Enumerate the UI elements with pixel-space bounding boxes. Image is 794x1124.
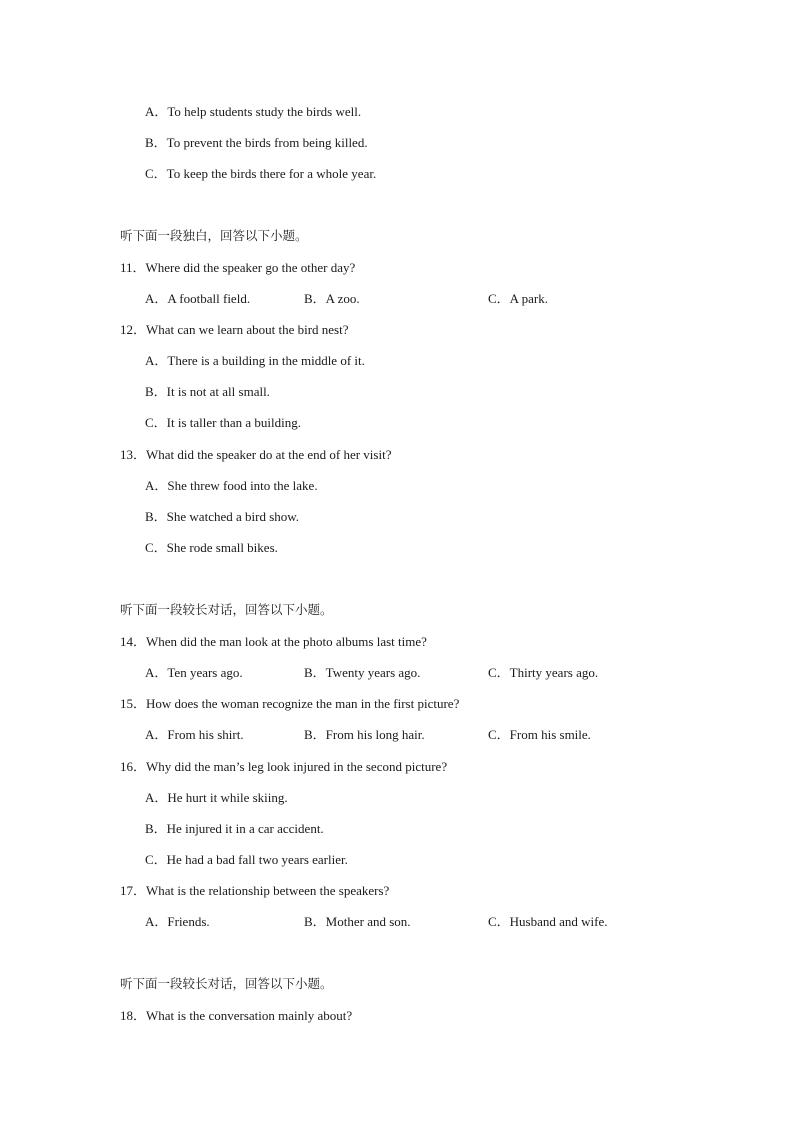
q14-option-a: A．Ten years ago. <box>145 665 243 680</box>
q13-option-c: C．She rode small bikes. <box>145 540 278 555</box>
section-header-monologue: 听下面一段独白，回答以下小题。 <box>120 228 308 243</box>
section-header-dialogue-2: 听下面一段较长对话，回答以下小题。 <box>120 976 333 991</box>
q17-option-b: B．Mother and son. <box>304 914 411 929</box>
question-17: 17．What is the relationship between the speakers? <box>120 883 390 898</box>
question-18: 18．What is the conversation mainly about? <box>120 1008 353 1023</box>
question-12: 12．What can we learn about the bird nest? <box>120 322 349 337</box>
q11-option-a: A．A football field. <box>145 291 251 306</box>
q15-option-b: B．From his long hair. <box>304 727 425 742</box>
q15-option-a: A．From his shirt. <box>145 727 244 742</box>
question-14: 14．When did the man look at the photo albums last time? <box>120 634 427 649</box>
q15-option-c: C．From his smile. <box>488 727 591 742</box>
q11-option-c: C．A park. <box>488 291 548 306</box>
q16-option-b: B．He injured it in a car accident. <box>145 821 324 836</box>
question-13: 13．What did the speaker do at the end of her visit? <box>120 447 392 462</box>
q12-option-a: A．There is a building in the middle of it. <box>145 353 365 368</box>
q14-option-c: C．Thirty years ago. <box>488 665 599 680</box>
q17-option-a: A．Friends. <box>145 914 210 929</box>
q14-option-b: B．Twenty years ago. <box>304 665 421 680</box>
q16-option-a: A．He hurt it while skiing. <box>145 790 288 805</box>
question-16: 16．Why did the man’s leg look injured in the second picture? <box>120 759 448 774</box>
q13-option-a: A．She threw food into the lake. <box>145 478 318 493</box>
question-15: 15．How does the woman recognize the man in the first picture? <box>120 696 460 711</box>
question-11: 11．Where did the speaker go the other day? <box>120 260 356 275</box>
q17-option-c: C．Husband and wife. <box>488 914 608 929</box>
q12-option-c: C．It is taller than a building. <box>145 415 301 430</box>
q11-option-b: B．A zoo. <box>304 291 360 306</box>
q13-option-b: B．She watched a bird show. <box>145 509 300 524</box>
prev-option-b: B．To prevent the birds from being killed. <box>145 135 368 150</box>
prev-option-c: C．To keep the birds there for a whole year. <box>145 166 377 181</box>
q16-option-c: C．He had a bad fall two years earlier. <box>145 852 348 867</box>
prev-option-a: A．To help students study the birds well. <box>145 104 362 119</box>
section-header-dialogue-1: 听下面一段较长对话，回答以下小题。 <box>120 602 333 617</box>
q12-option-b: B．It is not at all small. <box>145 384 270 399</box>
